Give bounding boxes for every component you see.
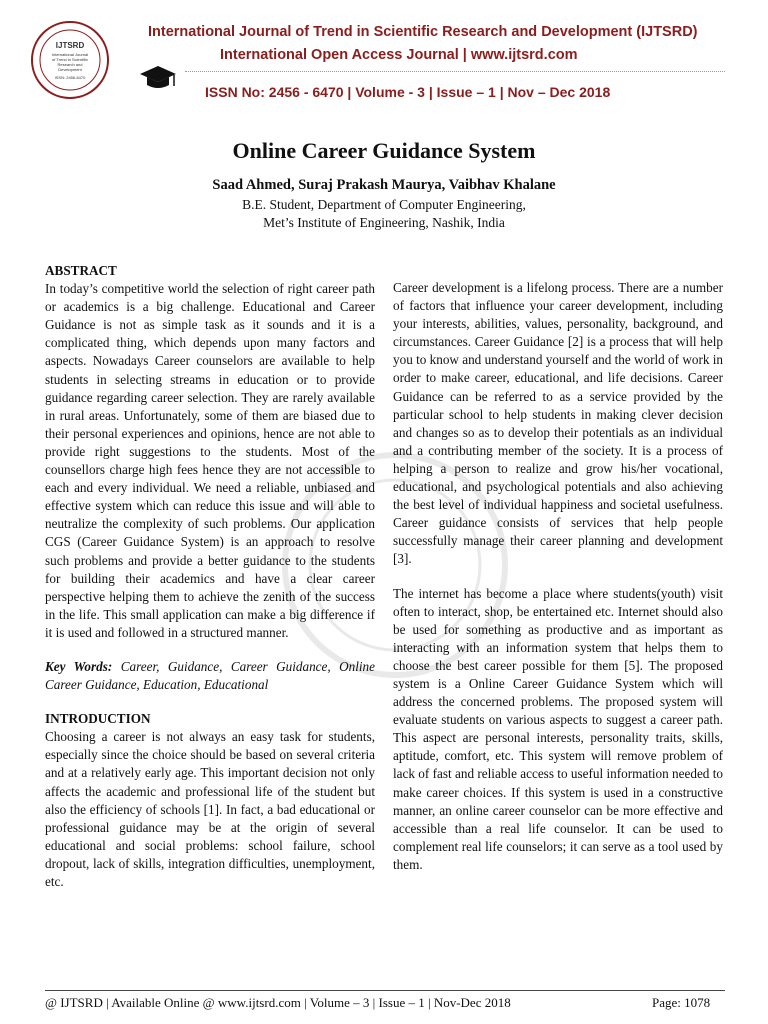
- svg-text:of Trend in Scientific: of Trend in Scientific: [51, 57, 89, 62]
- affiliation-line-1: B.E. Student, Department of Computer Engineering,: [242, 197, 526, 212]
- issn-line: ISSN No: 2456 - 6470 | Volume - 3 | Issue – 1 | Nov – Dec 2018: [205, 84, 611, 100]
- journal-header: [0, 0, 768, 115]
- introduction-heading: INTRODUCTION: [45, 711, 151, 727]
- journal-title: International Journal of Trend in Scientific Research and Development (IJTSRD): [148, 24, 698, 40]
- right-column: [393, 279, 723, 874]
- author-list: Saad Ahmed, Suraj Prakash Maurya, Vaibhav Khalane: [212, 177, 556, 193]
- page-number: Page: 1078: [652, 995, 711, 1010]
- svg-text:International Journal: International Journal: [51, 52, 89, 57]
- career-development-paragraph: Career development is a lifelong process. There are a number of factors that influence your career development, including your interests, abilities, values, personality, background, and circumstances. Career Guidance [2] is a process that will help you to know and understand yourself and the world of work in order to make career, educational, and life decisions. Career Guidance can be referred to as a service provided by the particular school to help students in making clever decision and changes so as to develop their potentials as an individual and a contributing member of the society. It is a process of helping a person to realize and grow his/her vocational, educational, and psychological potentials and also achieving the best level of individual happiness and societal usefulness. Career guidance consists of services that help people successfully manage their career planning and development [3].: [393, 280, 723, 567]
- journal-subtitle: International Open Access Journal | www.ijtsrd.com: [220, 47, 578, 63]
- svg-text:Development: Development: [58, 67, 82, 72]
- svg-text:ISSN: 2456-6470: ISSN: 2456-6470: [54, 75, 86, 80]
- left-column: [45, 262, 375, 891]
- paper-title: Online Career Guidance System: [232, 138, 536, 163]
- keywords-text: Career, Guidance, Career Guidance, Online Career Guidance, Education, Educational: [45, 658, 375, 693]
- introduction-text: Choosing a career is not always an easy task for students, especially since the choice should be based on several criteria and at a relatively early age. This important decision not only affects the academic and professional life of the student but also the efficiency of schools [1]. In fact, a bad educational or professional guidance may be at the origin of several educational and social problems: school failure, school dropout, lack of skills, integration difficulties, unemployment, etc.: [45, 729, 375, 889]
- keywords-label: Key Words:: [45, 658, 113, 674]
- graduation-cap-icon: [138, 62, 178, 92]
- affiliation-line-2: Met’s Institute of Engineering, Nashik, India: [263, 215, 505, 230]
- keywords: [45, 658, 375, 694]
- abstract-heading: ABSTRACT: [45, 263, 117, 278]
- footer-citation: @ IJTSRD | Available Online @ www.ijtsrd.com | Volume – 3 | Issue – 1 | Nov-Dec 2018: [45, 995, 511, 1010]
- svg-text:Research and: Research and: [57, 62, 83, 67]
- header-divider: [185, 71, 725, 74]
- journal-seal-logo: [30, 20, 110, 100]
- internet-paragraph: The internet has become a place where students(youth) visit often to interact, shop, be entertained etc. Internet should also be used for something as productive and as important as interacting with an information system that helps them to choose the best career possible for them [5]. The proposed system is a Online Career Guidance System which will address the concerned problems. The proposed system will evaluate students on various aspects to suggest a career path. This aspect are personal interests, personality traits, skills, aptitude, comfort, etc. This system will remove problem of lack of fast and reliable access to useful information needed to make career choices. If this system is used in a constructive manner, an online career counselor can be more effective and accessible than a real life counselor. It can be used to complement real life counselors; it can serve as a tool used by them.: [393, 585, 723, 872]
- footer-divider: [45, 990, 725, 991]
- svg-text:IJTSRD: IJTSRD: [55, 41, 85, 50]
- abstract-text: In today’s competitive world the selection of right career path or academics is a big challenge. Educational and Career Guidance is not as simple task as it sounds and it is a complicated thing, which depends upon many factors and aspects. Nowadays Career counselors are available to help students in selecting streams in education or to provide guidance regarding career selection. They are rarely available in rural areas. Unfortunately, some of them are biased due to their personal experiences and opinions, hence are not able to provide right suggestions to the students. Most of the counsellors charge high fees hence they are not accessible to each and every individual. We need a reliable, unbiased and effective system which can reduce this issue and will able to neutralize the complexity of such problems. Our application CGS (Career Guidance System) is an approach to resolve such problems and provide a better guidance to the students for building their academics and have a clear career perspective helping them to achieve the zenith of the success in the life. This small application can make a big difference if it is used and followed in a structured manner.: [45, 281, 375, 640]
